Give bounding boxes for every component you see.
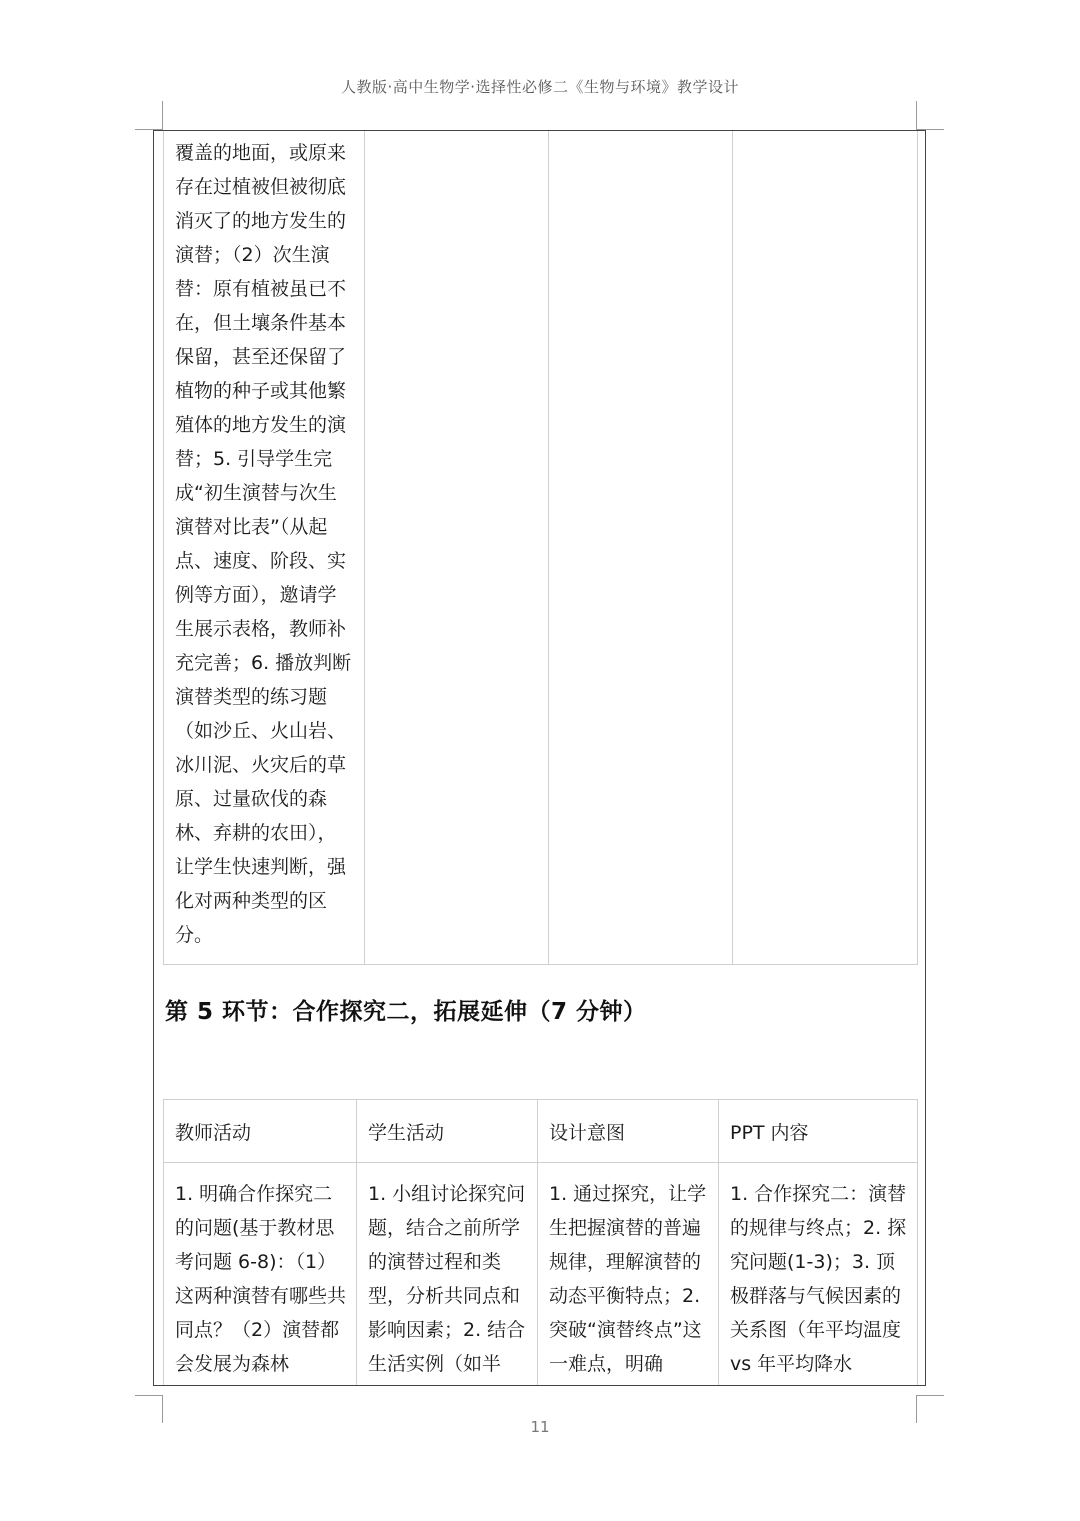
ppt-content-cell [733,130,918,965]
column-header-ppt-content: PPT 内容 [719,1100,918,1163]
ppt-content-cell: 1. 合作探究二：演替的规律与终点；2. 探究问题(1-3)；3. 顶极群落与气候因素的关系图（年平均温度 vs 年平均降水 [719,1163,918,1387]
column-header-student-activity: 学生活动 [357,1100,538,1163]
crop-mark-bottom-left-h [135,1395,163,1396]
running-header: 人教版·高中生物学·选择性必修二《生物与环境》教学设计 [340,78,740,96]
activity-table [163,1099,918,1386]
design-intent-cell: 1. 通过探究，让学生把握演替的普遍规律，理解演替的动态平衡特点；2. 突破“演替终点”这一难点，明确 [538,1163,719,1387]
teacher-activity-cell: 1. 明确合作探究二的问题(基于教材思考问题 6-8)：（1）这两种演替有哪些共同点？（2）演替都会发展为森林 [164,1163,357,1387]
student-activity-cell [365,130,549,965]
table-header-row [164,1100,918,1163]
section-heading: 第 5 环节：合作探究二，拓展延伸（7 分钟） [165,999,647,1025]
page-number: 11 [530,1418,550,1436]
column-header-teacher-activity: 教师活动 [164,1100,357,1163]
column-header-design-intent: 设计意图 [538,1100,719,1163]
crop-mark-bottom-right-h [916,1395,944,1396]
table-row [164,1163,918,1387]
crop-mark-top-right-v [916,101,917,129]
table-row [164,130,918,965]
content-frame [153,130,926,1386]
teacher-activity-cell: 覆盖的地面，或原来存在过植被但被彻底消灭了的地方发生的演替；（2）次生演替：原有植被虽已不在，但土壤条件基本保留，甚至还保留了植物的种子或其他繁殖体的地方发生的演替；5. 引导学生完成“初生演替与次生演替对比表”（从起点、速度、阶段、实例等方面），邀请学生展示表格，教师补充完善；6. 播放判断演替类型的练习题（如沙丘、火山岩、冰川泥、火灾后的草原、过量砍伐的森林、弃耕的农田），让学生快速判断，强化对两种类型的区分。 [164,130,365,965]
student-activity-cell: 1. 小组讨论探究问题，结合之前所学的演替过程和类型，分析共同点和影响因素；2. 结合生活实例（如半 [357,1163,538,1387]
continued-table [163,130,918,965]
design-intent-cell [549,130,733,965]
crop-mark-top-left-v [162,101,163,129]
